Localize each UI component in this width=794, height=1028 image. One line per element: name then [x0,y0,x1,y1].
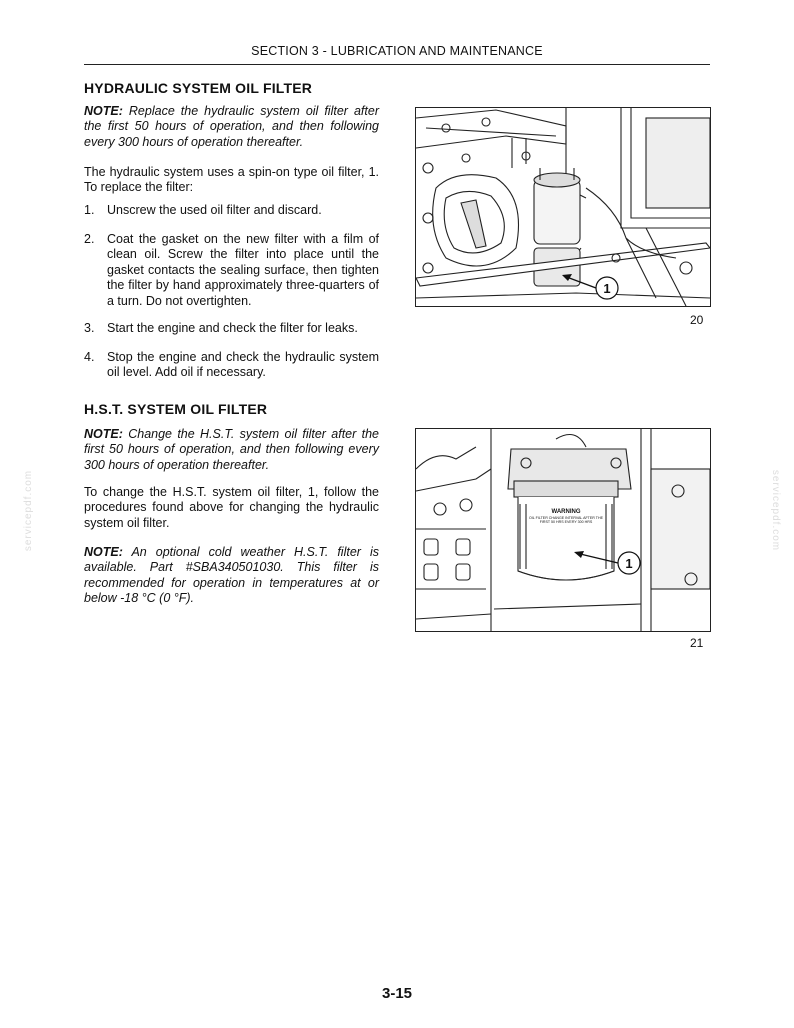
hst-filter-figure [415,428,711,632]
note-text: Change the H.S.T. system oil filter after the first 50 hours of operation, and then following every 300 hours of operation thereafter. [84,427,379,472]
step-3 [84,321,379,336]
callout-label: 1 [625,556,633,571]
step-text: Stop the engine and check the hydraulic system oil level. Add oil if necessary. [107,350,379,380]
section-header: SECTION 3 - LUBRICATION AND MAINTENANCE [251,44,543,58]
step-2 [84,232,379,309]
step-text: Start the engine and check the filter for leaks. [107,321,358,335]
hst-note-2 [84,545,379,607]
step-1 [84,203,379,218]
filter-fine-print: OIL FILTER CHANGE INTERVAL AFTER THE FIRST 50 HRS EVERY 300 HRS [529,516,603,525]
hydraulic-note [84,104,379,150]
filter-label: WARNING [551,509,581,515]
step-text: Unscrew the used oil filter and discard. [107,203,322,217]
step-number: 1. [84,203,95,217]
note-label: NOTE: [84,545,123,559]
hst-body: To change the H.S.T. system oil filter, 1, follow the procedures found above for changing the hydraulic system oil filter. [84,485,379,530]
hydraulic-intro: The hydraulic system uses a spin-on type oil filter, 1. To replace the filter: [84,165,379,195]
hst-note [84,427,379,473]
page-number: 3-15 [381,985,413,1002]
figure-number-21: 21 [690,636,704,650]
hydraulic-heading: HYDRAULIC SYSTEM OIL FILTER [84,80,313,96]
note-text: An optional cold weather H.S.T. filter is available. Part #SBA340501030. This filter is recommended for operation in temperatures at or below -18 °C (0 °F). [84,545,379,606]
hst-heading: H.S.T. SYSTEM OIL FILTER [84,401,268,417]
watermark-right: servicepdf.com [770,469,782,552]
step-4 [84,350,379,381]
callout-label: 1 [603,281,611,296]
note-label: NOTE: [84,104,123,118]
step-number: 4. [84,350,95,364]
watermark-left: servicepdf.com [23,469,35,552]
step-text: Coat the gasket on the new filter with a film of clean oil. Screw the filter into place until the gasket contacts the sealing surface, then tighten the filter by hand approximately three-quarters of a turn. Do not overtighten. [107,232,379,308]
note-label: NOTE: [84,427,123,441]
header-rule [84,64,710,65]
engine-illustration [416,108,710,306]
step-number: 2. [84,232,95,246]
note-text: Replace the hydraulic system oil filter after the first 50 hours of operation, and then following every 300 hours of operation thereafter. [84,104,379,149]
hst-filter-illustration [416,429,710,631]
figure-number-20: 20 [690,313,704,327]
hydraulic-filter-figure [415,107,711,307]
step-number: 3. [84,321,95,335]
